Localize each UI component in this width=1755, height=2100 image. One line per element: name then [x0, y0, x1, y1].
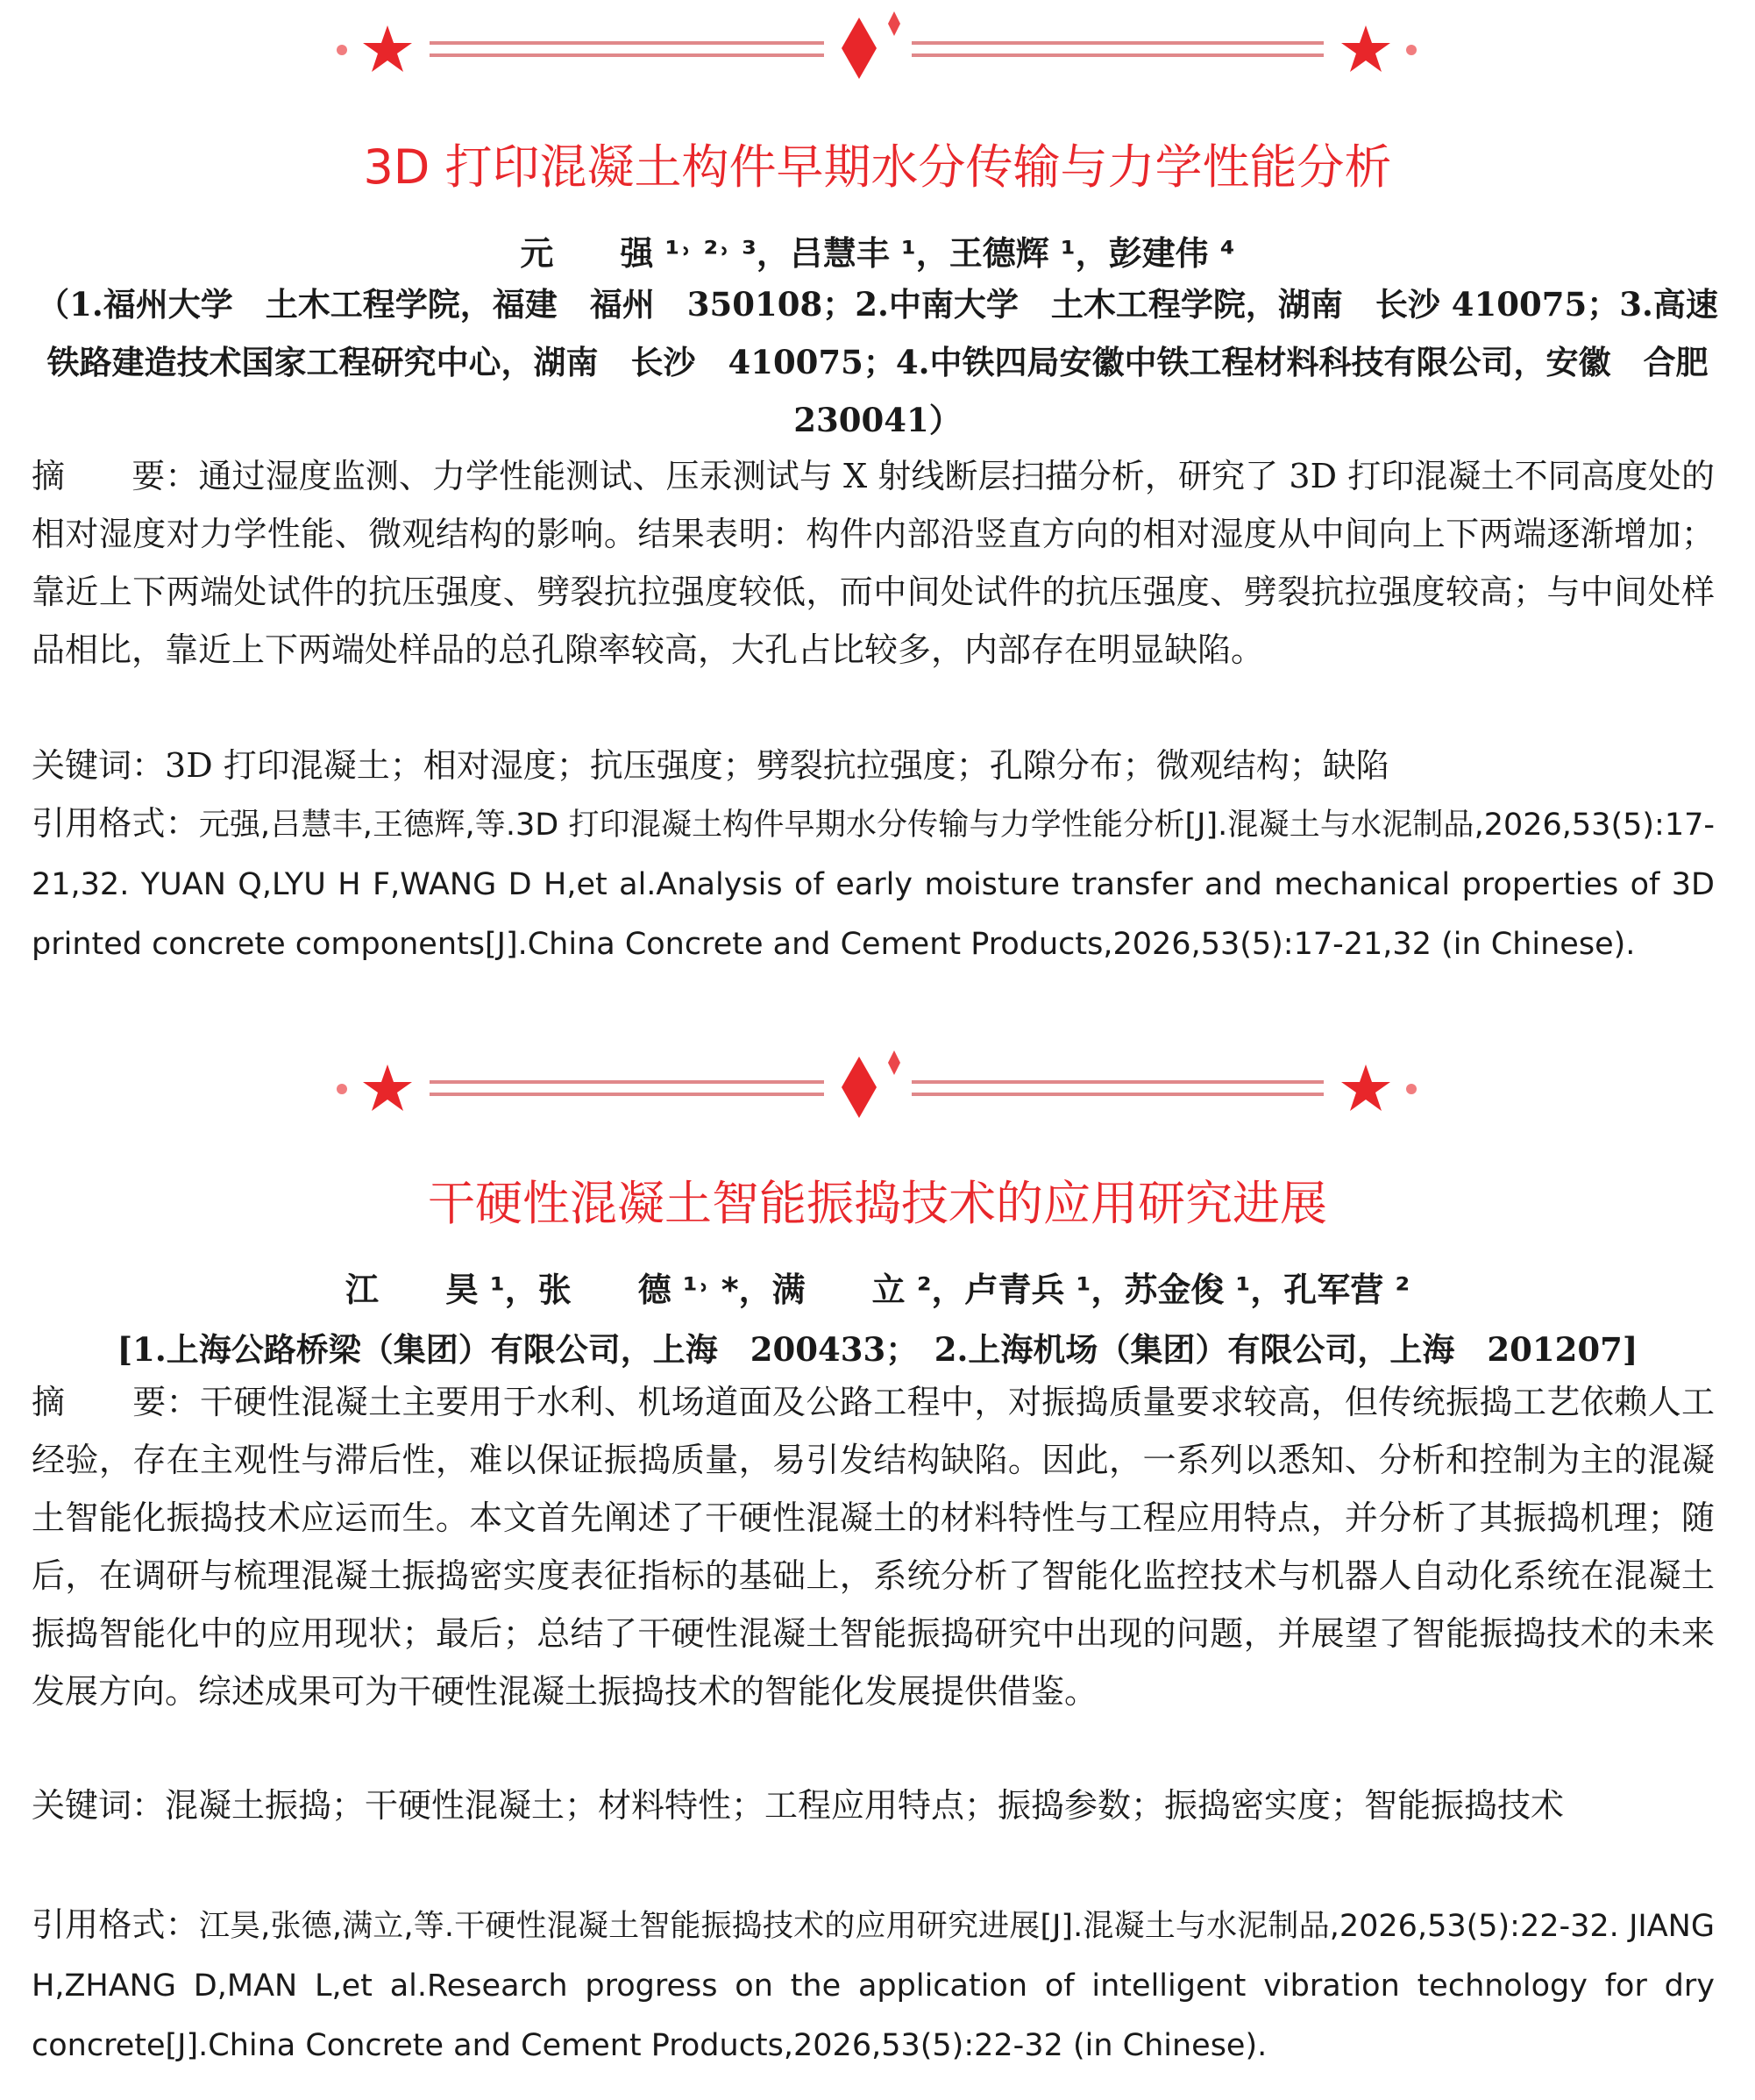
abstract-text: 干硬性混凝土主要用于水利、机场道面及公路工程中，对振捣质量要求较高，但传统振捣工艺依赖人工经验，存在主观性与滞后性，难以保证振捣质量，易引发结构缺陷。因此，一系列以悉知、分析和控制为主的混凝土智能化振捣技术应运而生。本文首先阐述了干硬性混凝土的材料特性与工程应用特点，并分析了其振捣机理；随后，在调研与梳理混凝土振捣密实度表征指标的基础上，系统分析了智能化监控技术与机器人自动化系统在混凝土振捣智能化中的应用现状；最后；总结了干硬性混凝土智能振捣研究中出现的问题，并展望了智能振捣技术的未来发展方向。综述成果可为干硬性混凝土振捣技术的智能化发展提供借鉴。 — [32, 1383, 1715, 1711]
citation-text: 江昊,张德,满立,等.干硬性混凝土智能振捣技术的应用研究进展[J].混凝土与水泥制品,2026,53(5):22-32. JIANG H,ZHANG D,MAN L,et al.Research progress on the application of intelligent vibration technology for dry concrete[J].China Concrete and Cement Products,2026,53(5):22-32 (in Chinese). — [32, 1909, 1715, 2063]
article-authors: 江 昊 ¹，张 德 ¹˒ *，满 立 ²，卢青兵 ¹，苏金俊 ¹，孔军营 ² — [345, 1271, 1410, 1309]
article-authors: 元 强 ¹˒ ²˒ ³，吕慧丰 ¹，王德辉 ¹，彭建伟 ⁴ — [520, 234, 1235, 273]
ornament-divider — [316, 1043, 1438, 1131]
citation — [32, 1896, 1715, 2075]
citation-label: 引用格式： — [32, 1905, 199, 1944]
abstract — [32, 447, 1715, 679]
keywords-label: 关键词： — [32, 746, 166, 785]
keywords-text: 混凝土振捣；干硬性混凝土；材料特性；工程应用特点；振捣参数；振捣密实度；智能振捣技术 — [165, 1786, 1565, 1825]
citation-text: 元强,吕慧丰,王德辉,等.3D 打印混凝土构件早期水分传输与力学性能分析[J].混凝土与水泥制品,2026,53(5):17-21,32. YUAN Q,LYU H F,WANG D H,et al.Analysis of early moisture transfer and mechanical properties of 3D printed concrete components[J].China Concrete and Cement Products,2026,53(5):17-21,32 (in Chinese). — [32, 808, 1715, 962]
article-title: 3D 打印混凝土构件早期水分传输与力学性能分析 — [363, 139, 1392, 195]
star-ornament-icon — [316, 1043, 1438, 1131]
star-ornament-icon — [316, 4, 1438, 92]
keywords-label: 关键词： — [32, 1786, 166, 1825]
abstract-text: 通过湿度监测、力学性能测试、压汞测试与 X 射线断层扫描分析，研究了 3D 打印混凝土不同高度处的相对湿度对力学性能、微观结构的影响。结果表明：构件内部沿竖直方向的相对湿度从中间向上下两端逐渐增加；靠近上下两端处试件的抗压强度、劈裂抗拉强度较低，而中间处试件的抗压强度、劈裂抗拉强度较高；与中间处样品相比，靠近上下两端处样品的总孔隙率较高，大孔占比较多，内部存在明显缺陷。 — [32, 457, 1715, 669]
keywords — [32, 1776, 1715, 1834]
article-affiliations: [1.上海公路桥梁（集团）有限公司，上海 200433； 2.上海机场（集团）有限公司，上海 201207] — [117, 1330, 1638, 1369]
abstract-label: 摘 要： — [32, 457, 199, 495]
abstract — [32, 1373, 1715, 1720]
ornament-divider — [316, 4, 1438, 92]
citation-label: 引用格式： — [32, 804, 199, 843]
citation — [32, 794, 1715, 973]
article-title: 干硬性混凝土智能振捣技术的应用研究进展 — [428, 1176, 1327, 1231]
article-affiliations: （1.福州大学 土木工程学院，福建 福州 350108；2.中南大学 土木工程学院，湖南 长沙 410075；3.高速铁路建造技术国家工程研究中心，湖南 长沙 410075；4.中铁四局安徽中铁工程材料科技有限公司，安徽 合肥 230041） — [37, 285, 1741, 439]
keywords-text: 3D 打印混凝土；相对湿度；抗压强度；劈裂抗拉强度；孔隙分布；微观结构；缺陷 — [165, 746, 1389, 785]
keywords — [32, 737, 1715, 794]
abstract-label: 摘 要： — [32, 1383, 201, 1421]
